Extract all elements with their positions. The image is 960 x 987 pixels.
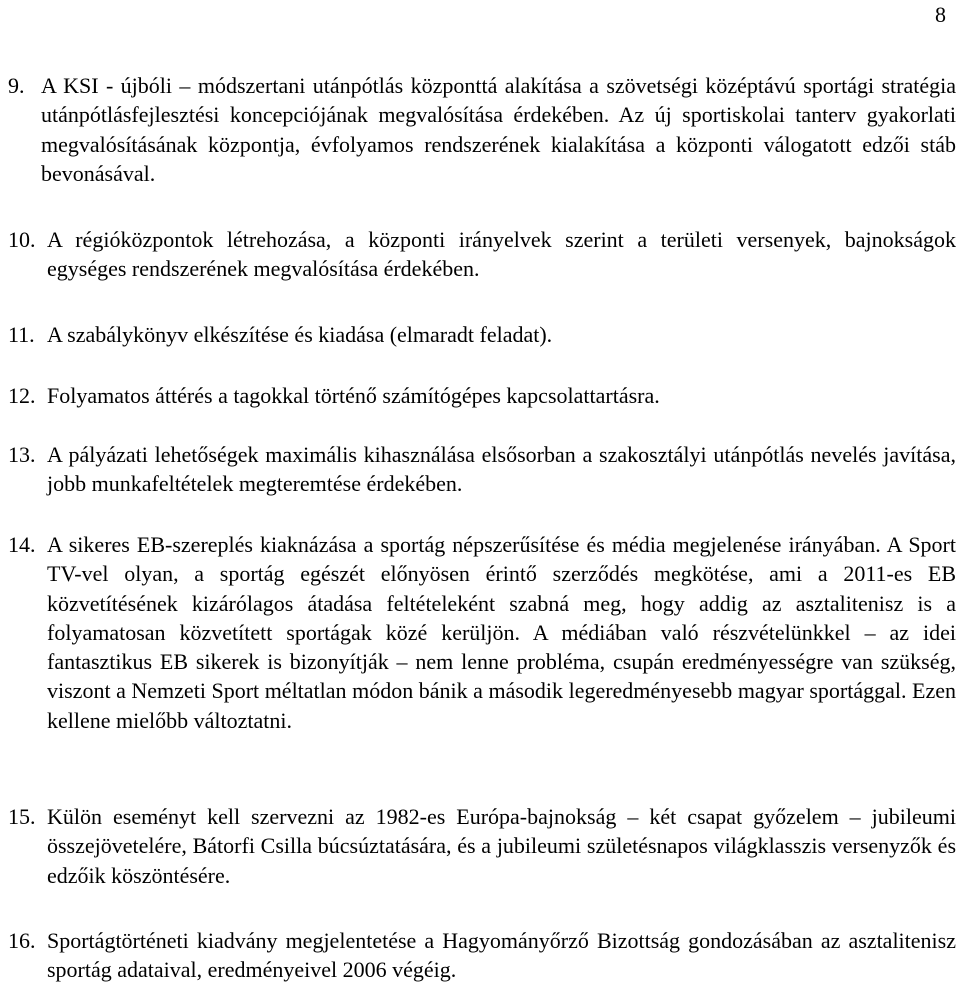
item-text: A KSI - újbóli – módszertani utánpótlás központtá alakítása a szövetségi középtávú sportági stratégia utánpótlásfejlesztési koncepciójának megvalósítása érdekében. Az új sportiskolai tanterv gyakorlati megvalósításának központja, évfolyamos rendszerének kialakítása a központi válogatott edzői stáb bevonásával. bbox=[41, 73, 956, 186]
list-item-10 bbox=[8, 225, 956, 284]
item-text: A sikeres EB-szereplés kiaknázása a sportág népszerűsítése és média megjelenése irányában. A Sport TV-vel olyan, a sportág egészét előnyösen érintő szerződés megkötése, ami a 2011-es EB közvetítésének kizárólagos átadása feltételeként szabná meg, hogy addig az asztalitenisz is a folyamatosan közvetített sportágak közé kerüljön. A médiában való részvételünkkel – az idei fantasztikus EB sikerek is bizonyítják – nem lenne probléma, csupán eredményességre van szükség, viszont a Nemzeti Sport méltatlan módon bánik a második legeredményesebb magyar sportággal. Ezen kellene mielőbb változtatni. bbox=[47, 532, 956, 733]
item-text: A pályázati lehetőségek maximális kihasználása elsősorban a szakosztályi utánpótlás nevelés javítása, jobb munkafeltételek megteremtése érdekében. bbox=[47, 442, 956, 497]
item-text: A régióközpontok létrehozása, a központi irányelvek szerint a területi versenyek, bajnokságok egységes rendszerének megvalósítása érdekében. bbox=[47, 227, 956, 282]
item-number: 10. bbox=[8, 227, 36, 252]
list-item-13 bbox=[8, 440, 956, 499]
list-item-16 bbox=[8, 926, 956, 985]
item-number: 14. bbox=[8, 532, 36, 557]
item-number: 15. bbox=[8, 804, 36, 829]
item-text: Külön eseményt kell szervezni az 1982-es Európa-bajnokság – két csapat győzelem – jubileumi összejövetelére, Bátorfi Csilla búcsúztatására, és a jubileumi születésnapos világklasszis versenyzők és edzőik köszöntésére. bbox=[47, 804, 956, 888]
item-number: 13. bbox=[8, 442, 36, 467]
list-item-15 bbox=[8, 802, 956, 890]
item-number: 12. bbox=[8, 383, 36, 408]
page-number: 8 bbox=[935, 2, 946, 27]
list-item-9 bbox=[8, 71, 956, 188]
list-item-12 bbox=[8, 381, 956, 410]
item-text: Sportágtörténeti kiadvány megjelentetése a Hagyományőrző Bizottság gondozásában az asztalitenisz sportág adataival, eredményeivel 2006 végéig. bbox=[47, 928, 956, 983]
item-text: A szabálykönyv elkészítése és kiadása (elmaradt feladat). bbox=[47, 322, 553, 347]
item-number: 16. bbox=[8, 928, 36, 953]
list-item-11 bbox=[8, 320, 956, 349]
item-number: 11. bbox=[8, 322, 35, 347]
item-number: 9. bbox=[8, 73, 25, 98]
list-item-14 bbox=[8, 530, 956, 735]
item-text: Folyamatos áttérés a tagokkal történő számítógépes kapcsolattartásra. bbox=[47, 383, 660, 408]
